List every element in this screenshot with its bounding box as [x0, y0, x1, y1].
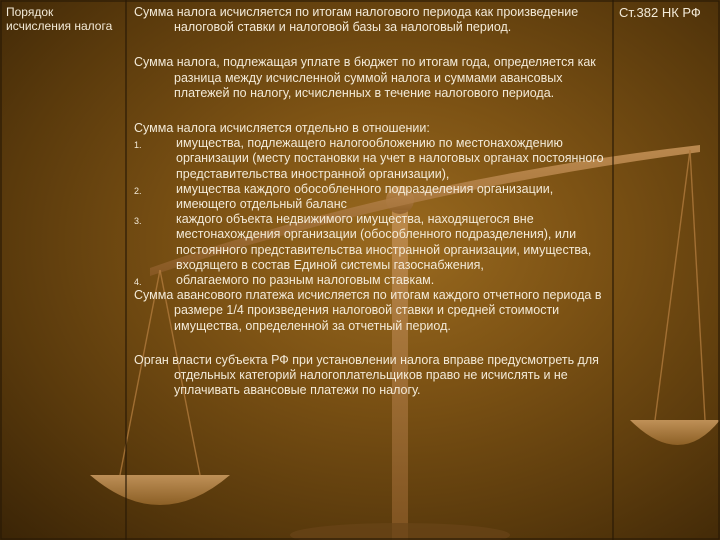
list-item — [134, 136, 614, 182]
separate-calculation-list — [134, 136, 614, 288]
list-item — [134, 273, 614, 288]
paragraph-regional-authority: Орган власти субъекта РФ при установлении налога вправе предусмотреть для отдельных категорий налогоплательщиков право не исчислять и не уплачивать авансовые платежи по налогу. — [134, 352, 599, 398]
main-content-cell — [134, 5, 614, 398]
row-label-cell — [6, 5, 116, 33]
paragraph-separate-calculation: Сумма налога исчисляется отдельно в отношении: — [134, 121, 430, 136]
list-item-text: имущества каждого обособленного подразделения организации, имеющего отдельный баланс — [176, 181, 554, 212]
paragraph-advance-payment: Сумма авансового платежа исчисляется по итогам каждого отчетного периода в размере 1/4 произведения налоговой ставки и средней стоимости имущества, определенной за отчетный период. — [134, 288, 602, 333]
list-item-text: каждого объекта недвижимого имущества, находящегося вне местонахождения организации (обособленного подразделения), или постоянного представительства иностранной организации, имущества, входящего в состав Единой системы газоснабжения, — [176, 212, 592, 272]
list-item-number: 4. — [134, 277, 142, 288]
list-item-text: облагаемого по разным налоговым ставкам. — [176, 273, 435, 288]
list-item — [134, 182, 614, 212]
paragraph-tax-calculation: Сумма налога исчисляется по итогам налогового периода как произведение налоговой ставки и налоговой базы за налоговый период. — [134, 5, 579, 35]
list-item-number: 2. — [134, 185, 142, 196]
reference-cell — [619, 5, 717, 20]
paragraph-tax-payable: Сумма налога, подлежащая уплате в бюджет по итогам года, определяется как разница между исчисленной суммой налога и суммами авансовых платежей по налогу, исчисленных в течение налогового периода. — [134, 55, 596, 100]
list-item-number: 3. — [134, 216, 142, 227]
law-reference: Ст.382 НК РФ — [619, 5, 701, 20]
list-item-number: 1. — [134, 140, 142, 151]
row-label: Порядок исчисления налога — [6, 5, 113, 33]
list-item — [134, 212, 614, 273]
list-item-text: имущества, подлежащего налогообложению по местонахождению организации (месту постановки на учет в налоговых органах постоянного представительства иностранной организации), — [176, 136, 604, 181]
